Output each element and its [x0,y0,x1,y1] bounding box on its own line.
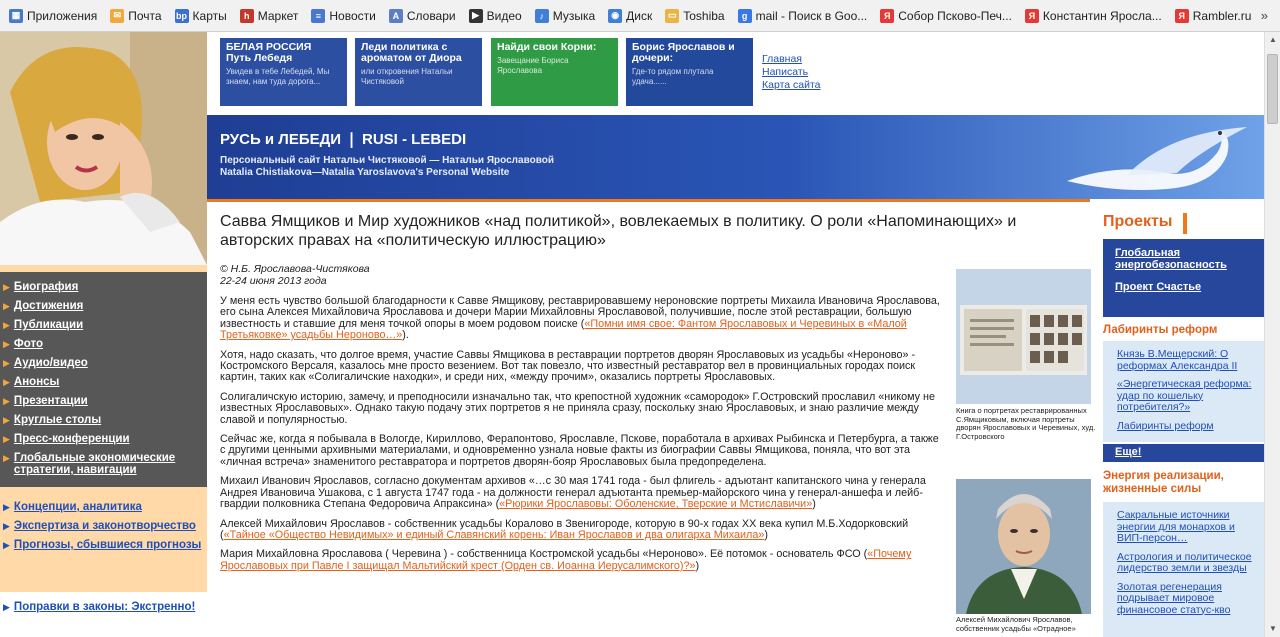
secondary-nav-link[interactable]: Концепции, аналитика [13,501,142,513]
scroll-down-arrow-icon[interactable]: ▼ [1269,624,1277,633]
site-subtitle-en: Natalia Chistiakova—Natalia Yaroslavova's Personal Website [220,167,510,178]
paragraph-text: Алексей Михайлович Ярославов - собственник усадьбы Коралово в Звенигороде, которую в 90-х годах ХХ века купил М.Б.Ходорковский ( [220,517,909,541]
secondary-nav-link[interactable]: Экспертиза и законотворчество [13,520,196,532]
paragraph-text: Солигаличскую историю, замечу, и преподносили изначально так, что крепостной художник «самородок» Г.Островский прославил «никому не известных Ярославовых». Однако такую подачу этих портретов я не приняла сразу, поскольку знаю Ярославовых, и знаю различие между славой и популярностью. [220,390,936,426]
bookmark-item[interactable] [733,5,873,27]
bookmark-item[interactable] [660,5,729,27]
vertical-scrollbar[interactable] [1264,32,1280,637]
site-subtitle-ru: Персональный сайт Натальи Чистяковой — Натальи Ярославовой [220,155,554,166]
bullet-arrow-icon: ▶ [3,434,10,444]
energy-list [1103,502,1264,637]
bookmark-label: Словари [406,8,456,23]
article-inline-link[interactable]: «Рюрики Ярославовы: Оболенские, Тверские и Мстиславичи» [499,498,813,511]
promo-naydi-korni[interactable] [491,38,618,106]
bullet-arrow-icon: ▶ [3,377,10,387]
secondary-nav-item[interactable] [0,517,207,536]
bookmarks-overflow-button[interactable]: » [1260,8,1268,23]
bookmark-item[interactable] [235,5,304,27]
bookmark-label: Почта [128,8,162,23]
article-paragraph [220,296,944,342]
main-nav-link[interactable]: Пресс-конференции [13,433,130,445]
bullet-arrow-icon: ▶ [3,502,10,512]
energy-link[interactable]: Сакральные источники энергии для монархов и ВИП-персон… [1117,509,1235,544]
more-button[interactable] [1103,444,1264,462]
main-nav-item[interactable] [0,430,207,449]
bookmark-item[interactable] [170,5,232,27]
more-link[interactable]: Еще! [1115,446,1142,458]
bookmark-label: mail - Поиск в Goo... [755,8,868,23]
main-nav-item[interactable] [0,411,207,430]
promo-ledi-politika[interactable] [355,38,482,106]
secondary-nav-link[interactable]: Прогнозы, сбывшиеся прогнозы [13,539,202,551]
bookmark-item[interactable] [384,5,461,27]
banner-divider [207,199,1090,202]
bullet-arrow-icon: ▶ [3,282,10,292]
projects-box [1103,239,1264,317]
paragraph-tail: ) [764,528,768,541]
yandex-icon: Я [1025,9,1039,23]
promo-title: Найди свои Корни: [497,41,597,53]
paragraph-text: У меня есть чувство большой благодарности к Савве Ямщикову, реставрировавшему нероновские портреты Михаила Ивановича Ярославова, его сына Алексея Михайловича Ярославова и дочери Марии Михайловны Ярославовой, получившие, после этой реставрации, большую известность и ставшие для меня точкой опоры в моем родовом поиске ( [220,295,940,330]
write-link[interactable]: Написать [762,66,809,78]
main-nav-link[interactable]: Публикации [13,319,84,331]
main-nav-item[interactable] [0,335,207,354]
author-portrait-image [0,32,207,265]
article-title: Савва Ямщиков и Мир художников «над политикой», вовлекаемых в политику. О роли «Напоминающих» и авторских правах на «политическую иллюстрацию» [220,213,1017,249]
bookmark-item[interactable] [306,5,380,27]
labyrinths-heading-label: Лабиринты реформ [1103,324,1218,336]
article-inline-link[interactable]: «Почему Ярославовых при Павле I защищал Мальтийский крест (Орден св. Иоанна Иерусалимского)?» [220,548,912,572]
bookmark-label: Музыка [552,8,596,23]
promo-boris-yaroslavov[interactable] [626,38,753,106]
bookmark-item[interactable] [464,5,527,27]
tertiary-nav [0,592,207,637]
bookmark-label: Собор Псково-Печ... [898,8,1012,23]
mail-icon: ✉ [110,9,124,23]
bookmark-label: Приложения [27,8,98,23]
image-caption: Алексей Михайлович Ярославов, собственник усадьбы «Отрадное» [956,615,1076,633]
main-nav-item[interactable] [0,373,207,392]
bullet-arrow-icon: ▶ [3,540,10,550]
bullet-arrow-icon: ▶ [3,339,10,349]
energy-link[interactable]: Золотая регенерация подрывает мировое финансовое статус-кво [1117,580,1231,616]
music-icon: ♪ [535,9,549,23]
market-icon: h [240,9,254,23]
bullet-arrow-icon: ▶ [3,301,10,311]
home-link[interactable]: Главная [762,53,802,65]
article-paragraph [220,350,944,384]
article-meta [220,263,370,287]
dictionary-icon: A [389,9,403,23]
heading-accent [1183,213,1187,234]
bookmark-label: Rambler.ru [1192,8,1252,23]
image-caption: Книга о портретах реставрированных С.Ямщиковым, включая портреты дворян Ярославовых и Черевиных, худ. Г.Островского [956,406,1096,441]
promo-subtitle: или откровения Натальи Чистяковой [361,67,453,86]
bullet-arrow-icon: ▶ [3,320,10,330]
paragraph-text: Сейчас же, когда я побывала в Вологде, Кириллово, Ферапонтово, Ярославле, Пскове, поработала в архивах Рыбинска и Петербурга, а также с другими ценными архивными материалами, и одновременно узнала новые факты из биографии Саввы Ямщикова, поняла, что вот эта «личная встреча» знаменитого реставратора и портретов дворян-бояр Ярославовых была предопределена. [220,433,939,468]
main-nav-link[interactable]: Презентации [13,395,88,407]
bookmark-item[interactable] [1170,5,1257,27]
bullet-arrow-icon: ▶ [3,521,10,531]
main-nav-item[interactable] [0,354,207,373]
maps-icon: bp [176,10,188,21]
bookmark-item[interactable] [4,5,102,27]
folder-icon: ▭ [665,9,679,23]
labyrinths-list [1103,341,1264,442]
labyrinth-link[interactable]: Князь В.Мещерский: О реформах Александра II [1117,348,1238,372]
article-inline-link[interactable]: «Тайное «Общество Невидимых» и единый Славянский корень: Иван Ярославов и два олигарха Михаила» [223,528,765,541]
main-nav-item[interactable] [0,278,207,297]
article-paragraph [220,476,944,510]
bookmark-item[interactable] [603,5,657,27]
paragraph-text: Хотя, надо сказать, что долгое время, участие Саввы Ямщикова в реставрации портретов дворян Ярославовых из усадьбы «Нероново» - Костромского Версаля, казалось мне просто везением. Вот так повезло, что известный реставратор вел в провинциальных городах поиск картин, таких как «Солигаличские находки», и среди них, «между прочим», оказались портреты Ярославовых. [220,348,916,384]
bookmark-label: Константин Яросла... [1042,8,1162,23]
main-nav-link[interactable]: Достижения [13,300,84,312]
bullet-arrow-icon: ▶ [3,415,10,425]
news-icon: ≡ [311,9,325,23]
site-title: РУСЬ и ЛЕБЕДИ ❘ RUSI - LEBEDI [220,131,467,148]
web-page [0,32,1264,637]
scrollbar-thumb[interactable] [1267,54,1278,124]
bookmarks-bar [0,0,1280,32]
projects-heading-label: Проекты [1103,213,1173,230]
secondary-nav [0,492,207,555]
video-icon: ▶ [469,9,483,23]
article-author: © Н.Б. Ярославова-Чистякова [220,263,370,275]
left-sidebar [0,32,207,637]
promo-belaya-rossiya[interactable] [220,38,347,106]
disk-icon: ◉ [608,9,622,23]
main-nav-link[interactable]: Глобальные экономические стратегии, навигации [13,452,176,476]
bookmark-label: Новости [329,8,376,23]
bullet-arrow-icon: ▶ [3,602,10,612]
yandex-icon: Я [1175,9,1189,23]
article-paragraph [220,392,944,426]
energy-heading [1103,470,1253,496]
bullet-arrow-icon: ▶ [3,358,10,368]
promo-title: Борис Ярославов и дочери: [632,41,735,64]
energy-link[interactable]: Астрология и политическое лидерство земли и звезды [1117,550,1252,574]
paragraph-text: Мария Михайловна Ярославова ( Черевина ) - собственница Костромской усадьбы «Нероново». Её потомок - основатель ФСО ( [220,548,868,561]
paragraph-tail: ) [812,498,816,511]
article-paragraph [220,519,944,542]
bullet-arrow-icon: ▶ [3,396,10,406]
paragraph-tail: ) [695,559,700,572]
main-nav-link[interactable]: Круглые столы [13,414,102,426]
main-nav-item[interactable] [0,449,207,479]
tertiary-nav-link[interactable]: Поправки в законы: Экстренно! [13,601,196,613]
article-paragraph [220,549,944,572]
bookmark-item[interactable] [530,5,600,27]
bookmark-item[interactable] [1020,5,1167,27]
bookmark-label: Маркет [257,8,299,23]
book-portraits-image[interactable] [956,269,1091,404]
promo-title: БЕЛАЯ РОССИЯ Путь Лебедя [226,41,312,64]
site-banner [207,115,1264,199]
labyrinth-link[interactable]: Лабиринты реформ [1117,419,1214,432]
main-nav-link[interactable]: Биография [13,281,79,293]
yandex-icon: Я [880,9,894,23]
promo-subtitle: Где-то рядом плутала удача...... [632,67,714,86]
secondary-nav-item[interactable] [0,536,207,555]
bookmark-item[interactable] [875,5,1017,27]
scroll-up-arrow-icon[interactable]: ▲ [1269,35,1277,44]
tertiary-nav-item[interactable] [0,598,207,617]
promo-subtitle: Увидев в тебе Лебедей, Мы знаем, нам туда дорога... [226,67,330,86]
main-nav [0,272,207,487]
labyrinths-heading [1103,324,1217,337]
paragraph-tail: ). [402,329,409,342]
promo-subtitle: Завещание Бориса Ярославова [497,56,569,75]
paragraph-text: Михаил Иванович Ярославов, согласно документам архивов «…с 30 мая 1741 года - был флигель - адъютант капитанского чина у генерала Андрея Ивановича Ушакова, с 1 августа 1747 года - на должности генерал адъютанта премьер-майорского чина у генерал-аншефа и лейб-гвардии полковника Степана Федоровича Апраксина» ( [220,475,926,511]
main-nav-link[interactable]: Анонсы [13,376,60,388]
energy-heading-label: Энергия реализации, жизненные силы [1103,470,1224,495]
bookmark-label: Видео [486,8,522,23]
main-nav-item[interactable] [0,392,207,411]
project-link-energy-security[interactable]: Глобальная энергобезопасность [1115,247,1227,271]
bookmark-label: Карты [192,8,227,23]
secondary-nav-item[interactable] [0,498,207,517]
main-nav-item[interactable] [0,297,207,316]
article-body [220,296,944,580]
main-nav-link[interactable]: Аудио/видео [13,357,88,369]
bookmark-label: Toshiba [683,8,725,23]
labyrinth-link[interactable]: «Энергетическая реформа: удар по кошельку потребителя?» [1117,378,1252,413]
bullet-arrow-icon: ▶ [3,453,10,463]
article-date: 22-24 июня 2013 года [220,275,327,287]
google-icon: g [738,9,752,23]
sitemap-link[interactable]: Карта сайта [762,79,821,91]
top-links [762,53,821,92]
project-link-happiness[interactable]: Проект Счастье [1115,281,1202,293]
swan-icon [1057,123,1257,199]
main-nav-item[interactable] [0,316,207,335]
projects-heading [1103,213,1172,231]
article-inline-link[interactable]: «Помни имя свое: Фантом Ярославовых и Черевиных в «Малой Третьяковке» усадьбы Нероново…» [220,317,907,342]
bookmark-label: Диск [626,8,653,23]
apps-grid-icon: ▦ [9,9,23,23]
bookmark-item[interactable] [105,5,166,27]
promo-title: Леди политика с ароматом от Диора [361,41,462,64]
article-paragraph [220,434,944,468]
portrait-yaroslavov-image[interactable] [956,479,1091,614]
main-nav-link[interactable]: Фото [13,338,43,350]
